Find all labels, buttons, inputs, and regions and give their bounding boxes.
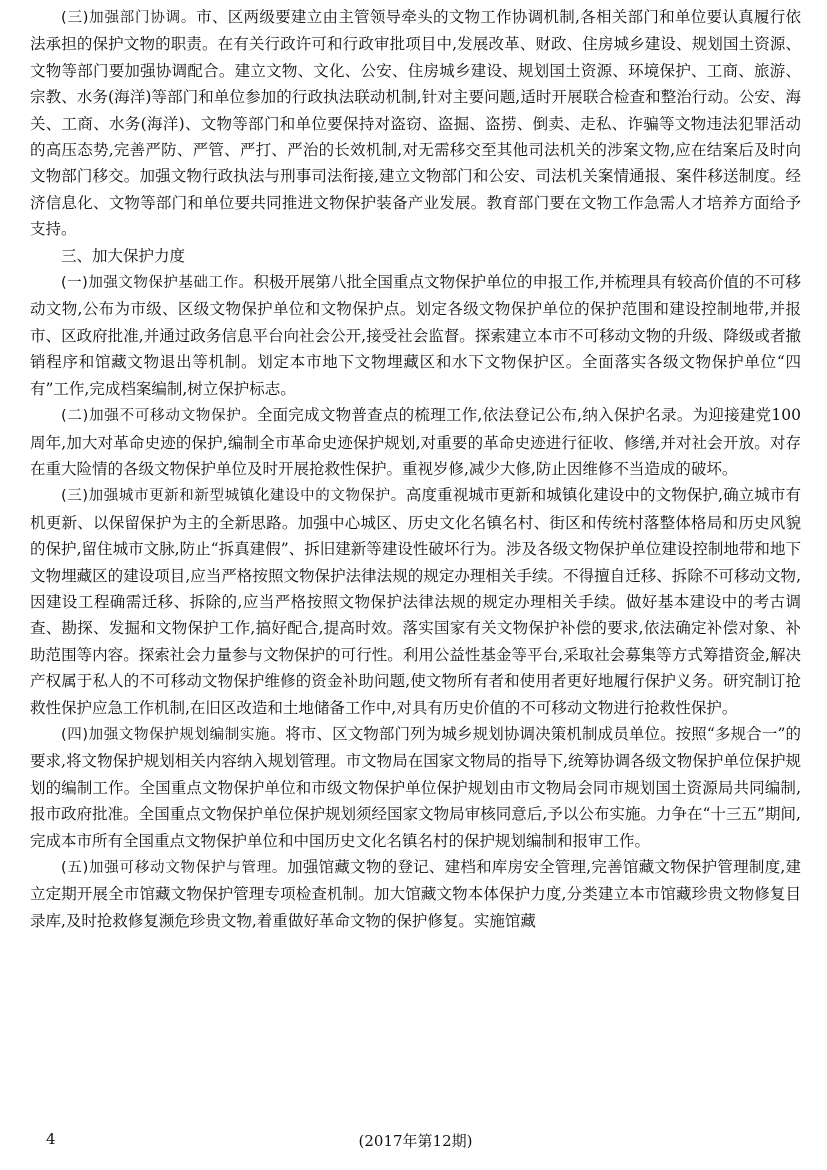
paragraph-lead-heading: (三)加强城市更新和新型城镇化建设中的文物保护。 — [61, 488, 406, 505]
section-heading: 三、加大保护力度 — [61, 246, 186, 265]
page-number: 4 — [46, 1130, 56, 1148]
paragraph-lead-heading: (五)加强可移动文物保护与管理。 — [61, 860, 288, 876]
paragraph-text: 高度重视城市更新和城镇化建设中的文物保护,确立城市有机更新、以保留保护为主的全新思路。加强中心城区、历史文化名镇名村、街区和传统村落整体格局和历史风貌的保护,留住城市文脉,防止“拆真建假”、拆旧建新等建设性破坏行为。涉及各级文物保护单位建设控制地带和地下文物埋藏区的建设项目,应当严格按照文物保护法律法规的规定办理相关手续。不得擅自迁移、拆除不可移动文物,因建设工程确需迁移、拆除的,应当严格按照文物保护法律法规的规定办理相关手续。做好基本建设中的考古调查、勘探、发掘和文物保护工作,搞好配合,提高时效。落实国家有关文物保护补偿的要求,依法确定补偿对象、补助范围等内容。探索社会力量参与文物保护的可行性。利用公益性基金等平台,采取社会募集等方式筹措资金,解决产权属于私人的不可移动文物保护维修的资金补助问题,使文物所有者和使用者更好地履行保护义务。研究制订抢救性保护应急工作机制,在旧区改造和土地储备工作中,对具有历史价值的不可移动文物进行抢救性保护。 — [30, 486, 801, 717]
paragraph-lead-heading: (四)加强文物保护规划编制实施。 — [61, 726, 286, 743]
paragraph-protection-planning — [30, 721, 801, 854]
issue-label: (2017年第12期) — [358, 1132, 473, 1150]
paragraph-urban-renewal — [30, 482, 801, 721]
paragraph-lead-heading: (一)加强文物保护基础工作。 — [61, 275, 254, 292]
paragraph-text: 将市、区文物部门列为城乡规划协调决策机制成员单位。按照“多规合一”的要求,将文物保护规划相关内容纳入规划管理。市文物局在国家文物局的指导下,统筹协调各级文物保护单位保护规划的编制工作。全国重点文物保护单位和市级文物保护单位保护规划由市文物局会同市规划国土资源局共同编制,报市政府批准。全国重点文物保护单位保护规划须经国家文物局审核同意后,予以公布实施。力争在“十三五”期间,完成本市所有全国重点文物保护单位和中国历史文化名镇名村的保护规划编制和报审工作。 — [30, 724, 801, 850]
paragraph-immovable-relics — [30, 402, 801, 482]
paragraph-text: 市、区两级要建立由主管领导牵头的文物工作协调机制,各相关部门和单位要认真履行依法承担的保护文物的职责。在有关行政许可和行政审批项目中,发展改革、财政、住房城乡建设、规划国土资源、文物等部门要加强协调配合。建立文物、文化、公安、住房城乡建设、规划国土资源、环境保护、工商、旅游、宗教、水务(海洋)等部门和单位参加的行政执法联动机制,针对主要问题,适时开展联合检查和整治行动。公安、海关、工商、水务(海洋)、文物等部门和单位要保持对盗窃、盗掘、盗捞、倒卖、走私、诈骗等文物违法犯罪活动的高压态势,完善严防、严管、严打、严治的长效机制,对无需移交至其他司法机关的涉案文物,应在结案后及时向文物部门移交。加强文物行政执法与刑事司法衔接,建立文物部门和公安、司法机关案情通报、案件移送制度。经济信息化、文物等部门和单位要共同推进文物保护装备产业发展。教育部门要在文物工作急需人才培养方面给予支持。 — [30, 8, 801, 239]
paragraph-text: 全面完成文物普查点的梳理工作,依法登记公布,纳入保护名录。为迎接建党100周年,加大对革命史迹的保护,编制全市革命史迹保护规划,对重要的革命史迹进行征收、修缮,并对社会开放。对存在重大险情的各级文物保护单位及时开展抢救性保护。重视岁修,减少大修,防止因维修不当造成的破坏。 — [30, 406, 801, 478]
paragraph-lead-heading: (二)加强不可移动文物保护。 — [61, 408, 257, 425]
paragraph-movable-relics — [30, 854, 801, 934]
page-footer — [30, 1130, 801, 1156]
paragraph-text: 加强馆藏文物的登记、建档和库房安全管理,完善馆藏文物保护管理制度,建立定期开展全市馆藏文物保护管理专项检查机制。加大馆藏文物本体保护力度,分类建立本市馆藏珍贵文物修复目录库,及时抢救修复濒危珍贵文物,着重做好革命文物的保护修复。实施馆藏 — [30, 858, 801, 930]
paragraph-text: 积极开展第八批全国重点文物保护单位的申报工作,并梳理具有较高价值的不可移动文物,公布为市级、区级文物保护单位和文物保护点。划定各级文物保护单位的保护范围和建设控制地带,并报市、区政府批准,并通过政务信息平台向社会公开,接受社会监督。探索建立本市不可移动文物的升级、降级或者撤销程序和馆藏文物退出等机制。划定本市地下文物埋藏区和水下文物保护区。全面落实各级文物保护单位“四有”工作,完成档案编制,树立保护标志。 — [30, 273, 801, 398]
paragraph-lead-heading: (三)加强部门协调。 — [61, 10, 197, 26]
paragraph-basic-work — [30, 269, 801, 402]
paragraph-department-coordination — [30, 4, 801, 243]
